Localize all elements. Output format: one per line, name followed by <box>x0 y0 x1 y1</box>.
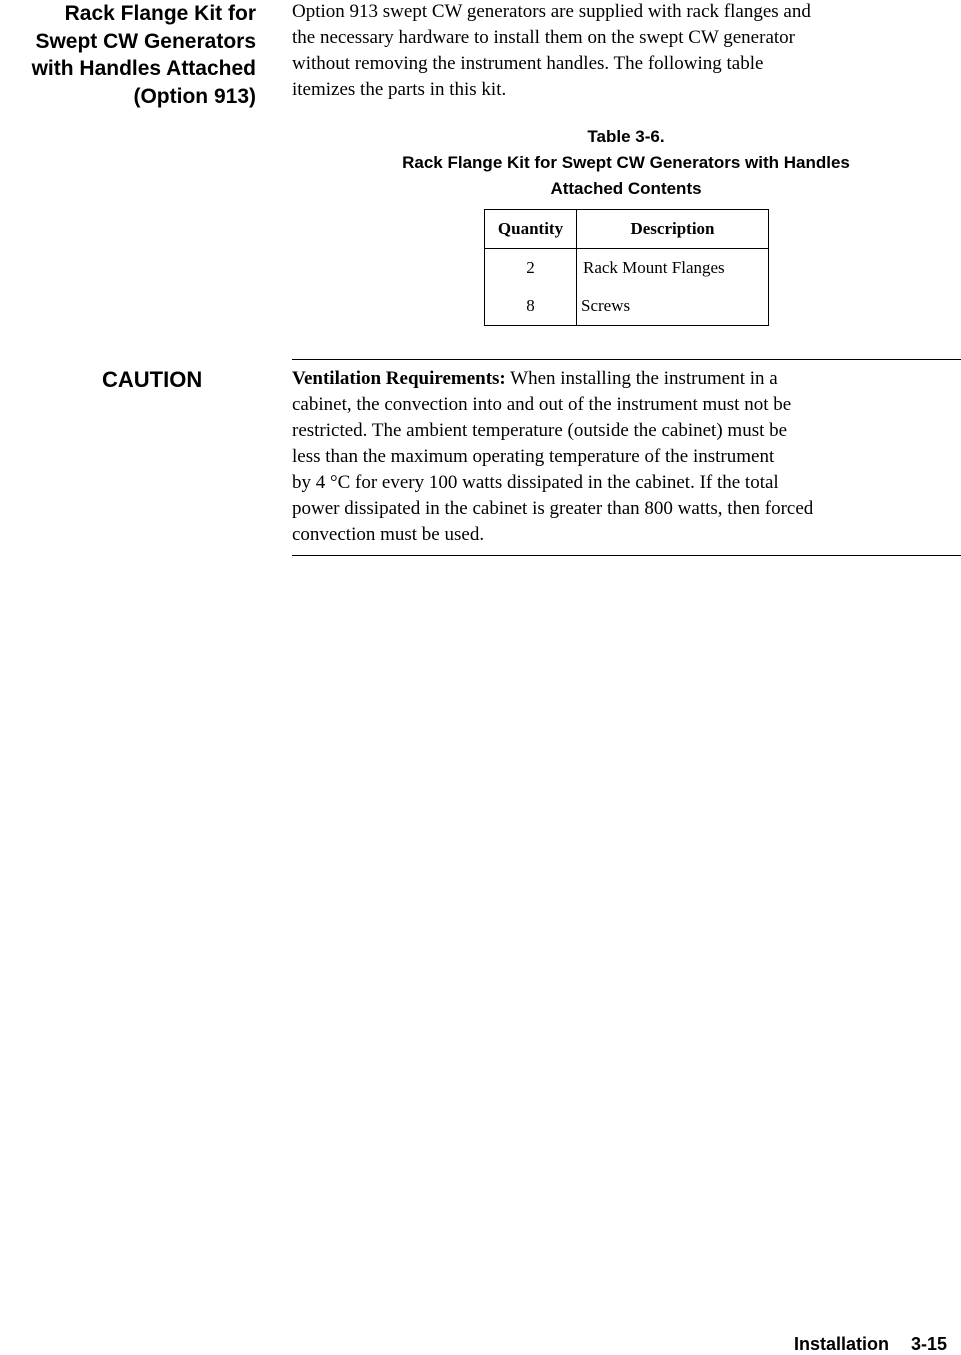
caution-top-rule <box>292 359 961 360</box>
caution-line: less than the maximum operating temperature of the instrument <box>292 446 775 467</box>
table-row <box>485 249 769 288</box>
quantity-cell: 2 <box>485 249 577 288</box>
caution-title: Ventilation Requirements: <box>292 368 506 389</box>
caution-bottom-rule <box>292 555 961 556</box>
footer-chapter: Installation <box>793 1334 889 1354</box>
section-heading-line: Swept CW Generators <box>35 29 256 53</box>
section-heading-line: with Handles Attached <box>31 57 256 80</box>
table-header-row <box>485 210 769 249</box>
table-caption-number: Table 3-6. <box>587 127 665 146</box>
footer-page-number: 3-15 <box>910 1334 947 1354</box>
caution-line <box>292 366 961 392</box>
section-heading-line: (Option 913) <box>133 84 256 108</box>
contents-table <box>484 209 769 326</box>
intro-line: the necessary hardware to install them on the swept CW generator <box>292 27 795 48</box>
section-heading <box>0 0 256 110</box>
caution-line: by 4 °C for every 100 watts dissipated in the cabinet. If the total <box>292 472 779 493</box>
table-caption-title: Attached Contents <box>550 179 702 198</box>
caution-line: power dissipated in the cabinet is greater than 800 watts, then forced <box>292 498 814 519</box>
section-heading-line: Rack Flange Kit for <box>64 2 256 25</box>
table-row <box>485 287 769 326</box>
intro-line: Option 913 swept CW generators are supplied with rack flanges and <box>292 1 811 22</box>
intro-line: without removing the instrument handles. The following table <box>292 53 764 74</box>
intro-line: itemizes the parts in this kit. <box>292 79 507 100</box>
caution-line-text: When installing the instrument in a <box>505 368 778 389</box>
table-caption-title: Rack Flange Kit for Swept CW Generators with Handles <box>402 153 850 172</box>
description-cell: Rack Mount Flanges <box>577 249 769 288</box>
quantity-cell: 8 <box>485 287 577 326</box>
intro-paragraph <box>292 0 952 103</box>
description-header: Description <box>577 210 769 249</box>
caution-line: cabinet, the convection into and out of the instrument must not be <box>292 394 792 415</box>
caution-body <box>292 366 961 548</box>
description-cell: Screws <box>577 287 769 326</box>
table-caption <box>292 124 960 202</box>
quantity-header: Quantity <box>485 210 577 249</box>
caution-label: CAUTION <box>102 367 203 392</box>
caution-line: restricted. The ambient temperature (outside the cabinet) must be <box>292 420 788 441</box>
caution-line: convection must be used. <box>292 524 485 545</box>
